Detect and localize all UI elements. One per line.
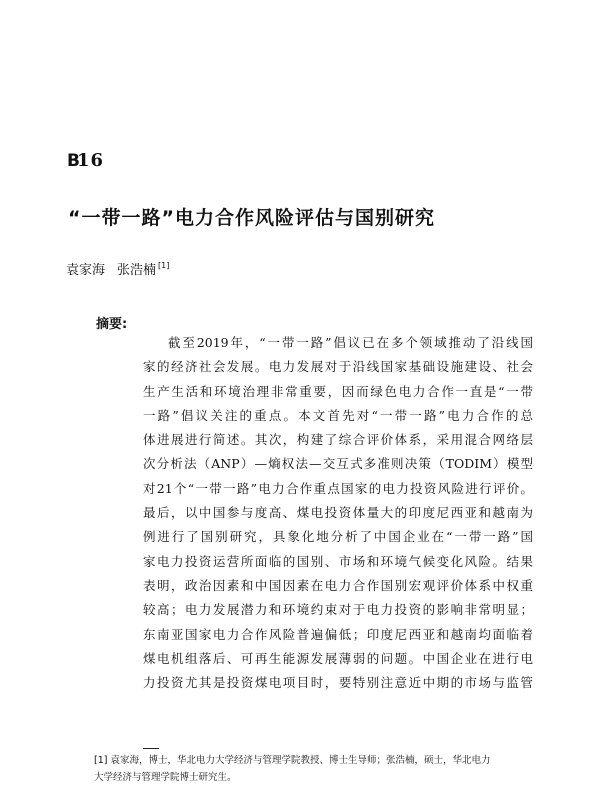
report-number-value: 16 <box>76 150 105 171</box>
footnote-line: [1] 袁家海，博士，华北电力大学经济与管理学院教授、博士生导师；张浩楠，硕士，华北电力 <box>94 755 491 766</box>
author-line <box>66 259 169 278</box>
footnote <box>94 752 534 786</box>
abstract-line: 较高；电力发展潜力和环境约束对于电力投资的影响非常明显； <box>143 602 533 618</box>
report-number <box>67 150 104 171</box>
abstract-line: 东南亚国家电力合作风险普遍偏低；印度尼西亚和越南均面临着 <box>143 626 533 642</box>
abstract-line: 家电力投资运营所面临的国别、市场和环境气候变化风险。结果 <box>143 553 533 569</box>
abstract-line: 生产生活和环境治理非常重要，因而绿色电力合作一直是“一带 <box>143 383 533 399</box>
abstract-line: 表明，政治因素和中国因素在电力合作国别宏观评价体系中权重 <box>143 577 533 593</box>
abstract-label: 摘要: <box>96 317 128 332</box>
abstract-body <box>143 331 533 695</box>
abstract-line: 煤电机组落后、可再生能源发展薄弱的问题。中国企业在进行电 <box>143 650 533 666</box>
abstract-line: 家的经济社会发展。电力发展对于沿线国家基础设施建设、社会 <box>143 359 533 375</box>
abstract-line: 力投资尤其是投资煤电项目时，要特别注意近中期的市场与监管 <box>143 675 533 691</box>
abstract-line: 次分析法（ANP）—熵权法—交互式多准则决策（TODIM）模型 <box>143 456 533 472</box>
abstract-line: 对21个“一带一路”电力合作重点国家的电力投资风险进行评价。 <box>143 480 533 496</box>
abstract-line: 体进展进行简述。其次，构建了综合评价体系，采用混合网络层 <box>143 432 533 448</box>
page-title: “一带一路”电力合作风险评估与国别研究 <box>68 207 435 229</box>
report-prefix: B <box>67 151 81 171</box>
abstract-line: 截至2019年，“一带一路”倡议已在多个领域推动了沿线国 <box>168 335 533 350</box>
footnote-line: 大学经济与管理学院博士研究生。 <box>94 772 237 783</box>
abstract-line: 一路”倡议关注的重点。本文首先对“一带一路”电力合作的总 <box>143 407 533 423</box>
abstract-line: 例进行了国别研究，具象化地分析了中国企业在“一带一路”国 <box>143 529 533 545</box>
footnote-divider <box>143 748 159 749</box>
abstract-line: 最后，以中国参与度高、煤电投资体量大的印度尼西亚和越南为 <box>143 505 533 521</box>
author-name: 张浩楠 <box>117 263 157 278</box>
footnote-marker: [1] <box>158 261 170 270</box>
author-name: 袁家海 <box>66 263 106 278</box>
